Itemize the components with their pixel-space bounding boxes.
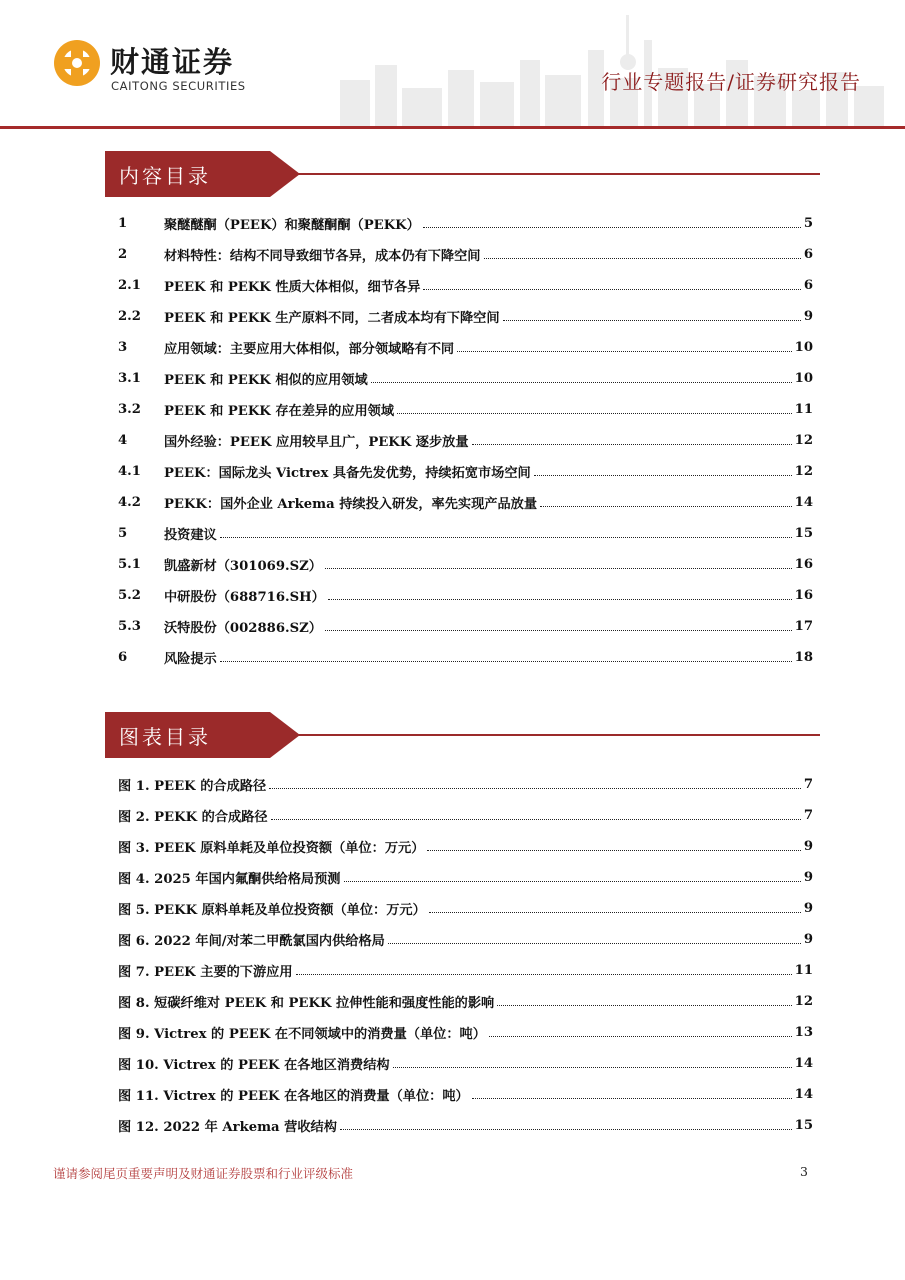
figure-entry-title: 图 2. PEKK 的合成路径 [118,810,268,825]
report-type-label: 行业专题报告/证券研究报告 [601,70,861,94]
toc-entry-number: 1 [118,216,128,231]
toc-entry[interactable] [118,239,813,270]
toc-entry-page: 17 [794,619,813,634]
dot-leader [423,289,800,290]
figure-entry-title: 图 10. Victrex 的 PEEK 在各地区消费结构 [118,1058,390,1073]
toc-entry-page: 18 [794,650,813,665]
toc-entry-number: 5.3 [118,619,141,634]
dot-leader [497,1005,791,1006]
figure-entry[interactable] [118,862,813,893]
figure-entry-page: 14 [794,1056,813,1071]
caitong-logo-icon [52,38,102,88]
dot-leader [328,599,792,600]
dot-leader [472,444,792,445]
toc-entry[interactable] [118,208,813,239]
dot-leader [371,382,792,383]
toc-entry-number: 5.1 [118,557,141,572]
toc-entry-number: 4 [118,433,128,448]
toc-entry[interactable] [118,394,813,425]
dot-leader [325,630,792,631]
toc-entry-title: 沃特股份（002886.SZ） [164,621,322,636]
toc-entry-number: 2 [118,247,128,262]
figure-entry-page: 11 [794,963,813,978]
section-rule [295,173,820,175]
toc-entry[interactable] [118,456,813,487]
figure-entry-page: 12 [794,994,813,1009]
toc-entry-number: 6 [118,650,128,665]
toc-entry-title: 应用领域：主要应用大体相似，部分领域略有不同 [164,342,455,357]
toc-entry[interactable] [118,332,813,363]
toc-entry-number: 3.2 [118,402,141,417]
toc-entry-page: 12 [794,464,813,479]
section-rule [295,734,820,736]
toc-entry-number: 3 [118,340,128,355]
toc-entry-number: 5.2 [118,588,141,603]
dot-leader [393,1067,792,1068]
toc-entry[interactable] [118,549,813,580]
dot-leader [388,943,801,944]
figure-entry-title: 图 7. PEEK 主要的下游应用 [118,965,293,980]
figure-entry-page: 9 [803,932,813,947]
dot-leader [220,661,792,662]
figure-entry[interactable] [118,1079,813,1110]
toc-entry-page: 5 [803,216,813,231]
toc-entry[interactable] [118,580,813,611]
figure-entry[interactable] [118,769,813,800]
toc-entry-page: 9 [803,309,813,324]
figure-entry-page: 9 [803,870,813,885]
footer-disclaimer: 谨请参阅尾页重要声明及财通证券股票和行业评级标准 [53,1166,354,1181]
figure-entry[interactable] [118,831,813,862]
dot-leader [269,788,801,789]
figure-entry-page: 7 [803,777,813,792]
toc-entry-page: 12 [794,433,813,448]
dot-leader [325,568,792,569]
dot-leader [457,351,792,352]
toc-entry[interactable] [118,363,813,394]
contents-section-header [105,151,820,197]
toc-entry-page: 16 [794,588,813,603]
toc-entry-number: 4.1 [118,464,141,479]
toc-entry[interactable] [118,518,813,549]
toc-entry-number: 5 [118,526,128,541]
figures-section-header [105,712,820,758]
figure-entry[interactable] [118,986,813,1017]
toc-entry-page: 10 [794,340,813,355]
dot-leader [489,1036,792,1037]
dot-leader [423,227,801,228]
toc-entry-title: 材料特性：结构不同导致细节各异，成本仍有下降空间 [164,249,481,264]
toc-entry-title: 国外经验：PEEK 应用较早且广，PEKK 逐步放量 [164,435,469,450]
figure-entry-title: 图 9. Victrex 的 PEEK 在不同领域中的消费量（单位：吨） [118,1027,486,1042]
dot-leader [220,537,792,538]
logo-chinese-name: 财通证券 [110,45,235,79]
dot-leader [296,974,792,975]
toc-entry-title: PEEK：国际龙头 Victrex 具备先发优势，持续拓宽市场空间 [164,466,531,481]
figure-entry-title: 图 5. PEKK 原料单耗及单位投资额（单位：万元） [118,903,426,918]
dot-leader [540,506,792,507]
toc-entry-title: 中研股份（688716.SH） [164,590,325,605]
toc-entry[interactable] [118,642,813,673]
toc-entry-page: 6 [803,278,813,293]
toc-entry-number: 4.2 [118,495,141,510]
dot-leader [503,320,801,321]
toc-entry-title: PEKK：国外企业 Arkema 持续投入研发，率先实现产品放量 [164,497,538,512]
toc-entry[interactable] [118,487,813,518]
toc-entry-title: PEEK 和 PEKK 相似的应用领域 [164,373,368,388]
figures-title: 图表目录 [119,725,211,749]
toc-entry-number: 2.2 [118,309,141,324]
toc-entry-number: 2.1 [118,278,141,293]
toc-entry-title: 凯盛新材（301069.SZ） [164,559,322,574]
toc-entry-page: 16 [794,557,813,572]
figure-entry-page: 9 [803,839,813,854]
page-number: 3 [800,1164,808,1179]
dot-leader [340,1129,792,1130]
toc-entry-title: PEEK 和 PEKK 性质大体相似，细节各异 [164,280,421,295]
figure-entry[interactable] [118,1048,813,1079]
figure-entry-title: 图 8. 短碳纤维对 PEEK 和 PEKK 拉伸性能和强度性能的影响 [118,996,495,1011]
logo-english-name: CAITONG SECURITIES [111,79,246,93]
figure-entry[interactable] [118,1017,813,1048]
header-divider [0,126,905,129]
figure-entry-page: 7 [803,808,813,823]
toc-entry-page: 15 [794,526,813,541]
figure-entry-page: 9 [803,901,813,916]
dot-leader [427,850,800,851]
dot-leader [271,819,801,820]
dot-leader [344,881,801,882]
dot-leader [534,475,792,476]
toc-entry-page: 6 [803,247,813,262]
figure-entry-title: 图 4. 2025 年国内氟酮供给格局预测 [118,872,341,887]
contents-title: 内容目录 [119,164,211,188]
figure-entry-page: 13 [794,1025,813,1040]
figure-entry[interactable] [118,955,813,986]
dot-leader [472,1098,792,1099]
toc-entry[interactable] [118,270,813,301]
page-header [0,0,905,130]
toc-entry-title: PEEK 和 PEKK 生产原料不同，二者成本均有下降空间 [164,311,500,326]
figure-entry-title: 图 12. 2022 年 Arkema 营收结构 [118,1120,337,1135]
figure-entry-title: 图 3. PEEK 原料单耗及单位投资额（单位：万元） [118,841,425,856]
figure-entry-page: 14 [794,1087,813,1102]
figure-entry[interactable] [118,893,813,924]
toc-entry-title: 聚醚醚酮（PEEK）和聚醚酮酮（PEKK） [164,218,420,233]
figure-entry-title: 图 6. 2022 年间/对苯二甲酰氯国内供给格局 [118,934,385,949]
figure-entry-page: 15 [794,1118,813,1133]
toc-entry-title: 风险提示 [164,652,217,667]
figure-entry[interactable] [118,924,813,955]
dot-leader [429,912,801,913]
dot-leader [484,258,801,259]
toc-entry-page: 14 [794,495,813,510]
figure-entry-title: 图 1. PEEK 的合成路径 [118,779,267,794]
toc-entry-number: 3.1 [118,371,141,386]
figure-entry[interactable] [118,1110,813,1141]
toc-entry-page: 10 [794,371,813,386]
figures-list [118,769,813,1141]
figure-entry-title: 图 11. Victrex 的 PEEK 在各地区的消费量（单位：吨） [118,1089,469,1104]
dot-leader [397,413,792,414]
toc-entry[interactable] [118,611,813,642]
toc-entry-title: 投资建议 [164,528,217,543]
toc-entry[interactable] [118,301,813,332]
figure-entry[interactable] [118,800,813,831]
toc-entry-page: 11 [794,402,813,417]
toc-entry[interactable] [118,425,813,456]
toc-entry-title: PEEK 和 PEKK 存在差异的应用领域 [164,404,395,419]
contents-list [118,208,813,673]
